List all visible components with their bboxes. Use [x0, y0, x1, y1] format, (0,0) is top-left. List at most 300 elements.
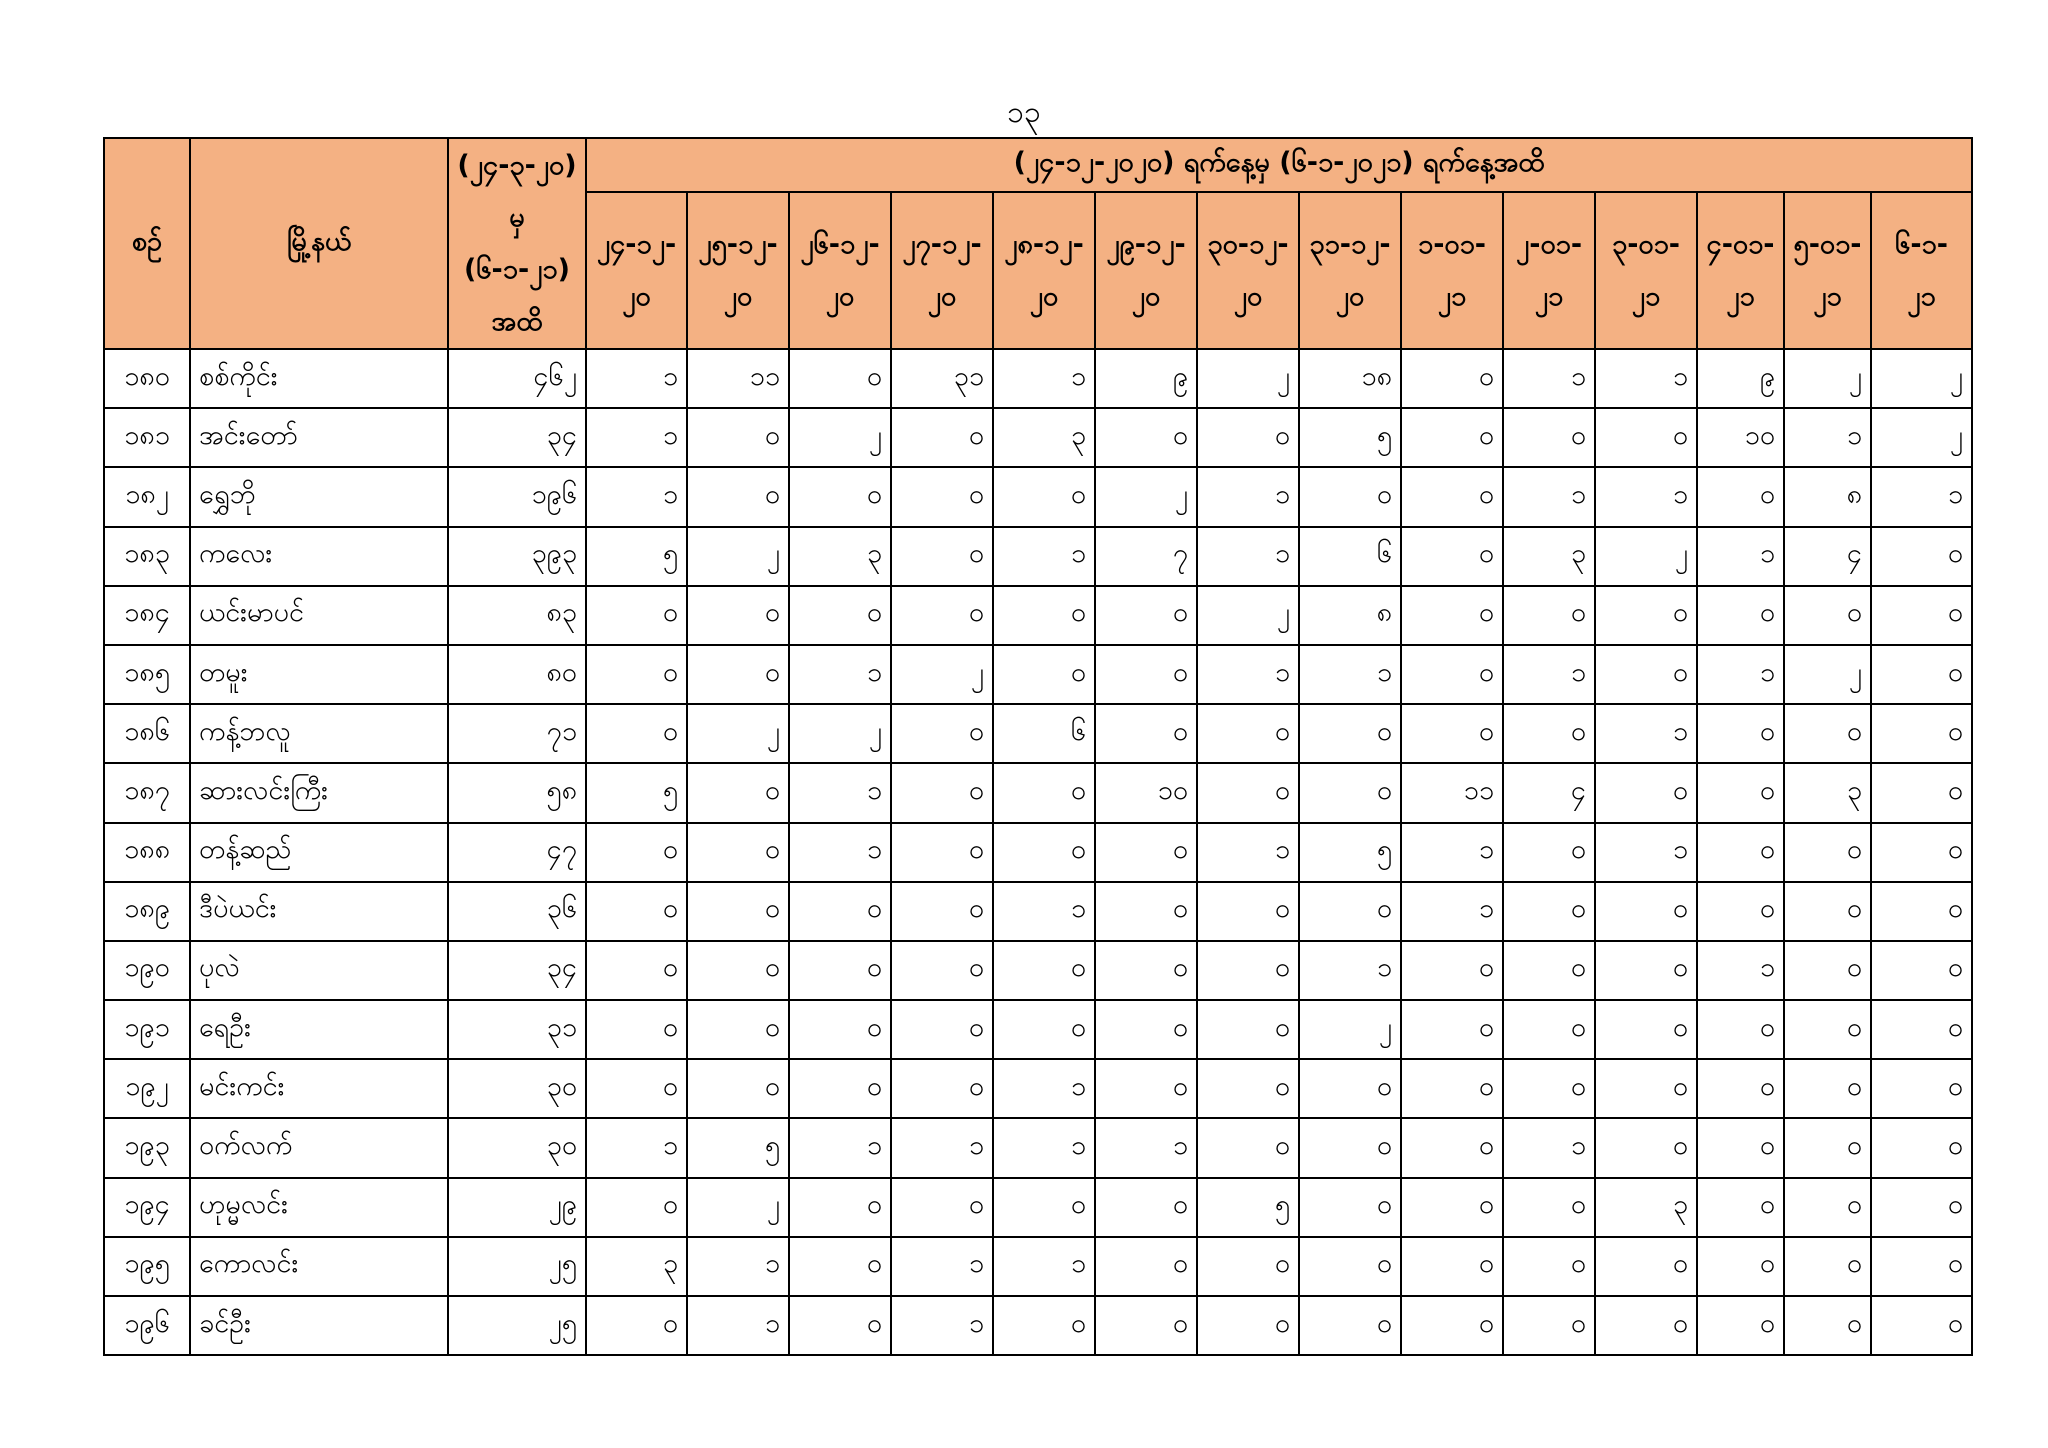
daily-count-cell: ၀	[586, 1296, 687, 1355]
daily-count-cell: ၀	[1697, 882, 1784, 941]
range-header	[448, 138, 586, 349]
daily-count-cell: ၁	[1401, 823, 1503, 882]
date-header	[1503, 192, 1595, 349]
daily-count-cell: ၀	[1503, 1178, 1595, 1237]
daily-count-cell: ၀	[1784, 1237, 1871, 1296]
daily-count-cell: ၁	[1197, 823, 1299, 882]
daily-count-cell: ၄	[1503, 763, 1595, 822]
daily-count-cell: ၀	[1697, 1237, 1784, 1296]
daily-count-cell: ၁	[1595, 823, 1697, 882]
date-header-line: ၂၁	[1437, 280, 1467, 312]
period-header: (၂၄-၁၂-၂၀၂၀) ရက်နေ့မှ (၆-၁-၂၀၂၁) ရက်နေ့အထိ	[586, 138, 1972, 192]
daily-count-cell: ၀	[1871, 882, 1972, 941]
date-header-line: ၂၁	[1813, 280, 1842, 312]
date-header	[1871, 192, 1972, 349]
daily-count-cell: ၀	[1784, 1000, 1871, 1059]
daily-count-cell: ၀	[1401, 1118, 1503, 1177]
daily-count-cell: ၀	[1784, 704, 1871, 763]
daily-count-cell: ၀	[1299, 467, 1401, 526]
table-row	[104, 1118, 1972, 1177]
daily-count-cell: ၃	[789, 527, 891, 586]
daily-count-cell: ၀	[1401, 704, 1503, 763]
daily-count-cell: ၀	[1503, 941, 1595, 1000]
daily-count-cell: ၀	[891, 467, 993, 526]
daily-count-cell: ၁	[586, 349, 687, 408]
header-row-top	[104, 138, 1972, 192]
daily-count-cell: ၀	[687, 1059, 789, 1118]
daily-count-cell: ၀	[891, 408, 993, 467]
daily-count-cell: ၁	[993, 349, 1095, 408]
daily-count-cell: ၁	[1595, 349, 1697, 408]
date-header	[586, 192, 687, 349]
daily-count-cell: ၀	[687, 408, 789, 467]
daily-count-cell: ၀	[1197, 408, 1299, 467]
daily-count-cell: ၁	[1697, 941, 1784, 1000]
daily-count-cell: ၁	[586, 408, 687, 467]
table-row	[104, 823, 1972, 882]
daily-count-cell: ၂	[789, 408, 891, 467]
daily-count-cell: ၀	[1401, 1059, 1503, 1118]
total-cell: ၂၉	[448, 1178, 586, 1237]
daily-count-cell: ၀	[1871, 1178, 1972, 1237]
daily-count-cell: ၀	[1784, 823, 1871, 882]
daily-count-cell: ၀	[1595, 882, 1697, 941]
range-line: အထိ	[491, 305, 543, 337]
daily-count-cell: ၂	[1197, 349, 1299, 408]
daily-count-cell: ၀	[1697, 704, 1784, 763]
daily-count-cell: ၀	[1401, 586, 1503, 645]
daily-count-cell: ၁	[789, 645, 891, 704]
daily-count-cell: ၁	[993, 1118, 1095, 1177]
daily-count-cell: ၀	[1299, 1118, 1401, 1177]
daily-count-cell: ၃၁	[891, 349, 993, 408]
daily-count-cell: ၁	[993, 1237, 1095, 1296]
daily-count-cell: ၀	[586, 704, 687, 763]
daily-count-cell: ၀	[1595, 1000, 1697, 1059]
daily-count-cell: ၀	[1095, 704, 1197, 763]
daily-count-cell: ၁	[891, 1296, 993, 1355]
daily-count-cell: ၁	[687, 1237, 789, 1296]
daily-count-cell: ၀	[789, 941, 891, 1000]
daily-count-cell: ၁	[789, 1118, 891, 1177]
table-row	[104, 763, 1972, 822]
daily-count-cell: ၀	[586, 1059, 687, 1118]
serial-cell: ၁၉၁	[104, 1000, 190, 1059]
township-cell: မင်းကင်း	[190, 1059, 448, 1118]
daily-count-cell: ၁	[586, 467, 687, 526]
daily-count-cell: ၀	[1299, 1237, 1401, 1296]
serial-cell: ၁၉၄	[104, 1178, 190, 1237]
daily-count-cell: ၀	[789, 1059, 891, 1118]
daily-count-cell: ၅	[586, 763, 687, 822]
total-cell: ၄၇	[448, 823, 586, 882]
daily-count-cell: ၀	[1401, 941, 1503, 1000]
date-header	[1697, 192, 1784, 349]
daily-count-cell: ၀	[687, 1000, 789, 1059]
table-row	[104, 882, 1972, 941]
daily-count-cell: ၀	[1503, 1000, 1595, 1059]
daily-count-cell: ၂	[1595, 527, 1697, 586]
serial-cell: ၁၉၂	[104, 1059, 190, 1118]
daily-count-cell: ၂	[1784, 349, 1871, 408]
daily-count-cell: ၀	[1197, 1059, 1299, 1118]
daily-count-cell: ၁	[586, 1118, 687, 1177]
daily-count-cell: ၀	[789, 1296, 891, 1355]
daily-count-cell: ၀	[1401, 1296, 1503, 1355]
serial-cell: ၁၈၄	[104, 586, 190, 645]
table-row	[104, 1059, 1972, 1118]
township-cell: ခင်ဦး	[190, 1296, 448, 1355]
daily-count-cell: ၀	[1401, 1000, 1503, 1059]
township-cell: ကလေး	[190, 527, 448, 586]
daily-count-cell: ၁	[1197, 527, 1299, 586]
daily-count-cell: ၀	[1871, 763, 1972, 822]
daily-count-cell: ၀	[1095, 408, 1197, 467]
daily-count-cell: ၁၁	[1401, 763, 1503, 822]
township-cell: ရွှေဘို	[190, 467, 448, 526]
daily-count-cell: ၄	[1784, 527, 1871, 586]
daily-count-cell: ၀	[993, 586, 1095, 645]
daily-count-cell: ၁	[1197, 467, 1299, 526]
township-cell: တန့်ဆည်	[190, 823, 448, 882]
daily-count-cell: ၁	[1697, 527, 1784, 586]
daily-count-cell: ၀	[993, 941, 1095, 1000]
daily-count-cell: ၀	[1595, 1296, 1697, 1355]
daily-count-cell: ၁	[1503, 467, 1595, 526]
daily-count-cell: ၀	[891, 704, 993, 763]
daily-count-cell: ၁	[1595, 467, 1697, 526]
daily-count-cell: ၂	[687, 1178, 789, 1237]
township-cell: တမူး	[190, 645, 448, 704]
daily-count-cell: ၀	[1401, 527, 1503, 586]
daily-count-cell: ၀	[1697, 763, 1784, 822]
daily-count-cell: ၀	[789, 349, 891, 408]
daily-count-cell: ၀	[1784, 1178, 1871, 1237]
serial-header: စဉ်	[104, 138, 190, 349]
daily-count-cell: ၀	[1697, 823, 1784, 882]
date-header-line: ၂၀	[1131, 280, 1161, 312]
total-cell: ၃၄	[448, 941, 586, 1000]
date-header-line: ၂၁	[1534, 280, 1564, 312]
daily-count-cell: ၁	[1401, 882, 1503, 941]
daily-count-cell: ၀	[891, 763, 993, 822]
daily-count-cell: ၀	[1401, 1178, 1503, 1237]
daily-count-cell: ၀	[1197, 704, 1299, 763]
daily-count-cell: ၀	[1871, 527, 1972, 586]
serial-cell: ၁၈၃	[104, 527, 190, 586]
daily-count-cell: ၂	[891, 645, 993, 704]
daily-count-cell: ၂	[1871, 408, 1972, 467]
daily-count-cell: ၀	[687, 882, 789, 941]
daily-count-cell: ၀	[1401, 645, 1503, 704]
daily-count-cell: ၀	[687, 586, 789, 645]
serial-cell: ၁၉၅	[104, 1237, 190, 1296]
daily-count-cell: ၀	[891, 1059, 993, 1118]
daily-count-cell: ၀	[1299, 1296, 1401, 1355]
daily-count-cell: ၀	[1503, 1237, 1595, 1296]
daily-count-cell: ၀	[1401, 408, 1503, 467]
date-header-line: ၂၁	[1726, 280, 1755, 312]
daily-count-cell: ၀	[1784, 586, 1871, 645]
date-header-line: ၂၀	[1029, 280, 1059, 312]
daily-count-cell: ၀	[586, 941, 687, 1000]
date-header-line: ၂၀	[1233, 280, 1263, 312]
daily-count-cell: ၀	[1095, 823, 1197, 882]
daily-count-cell: ၀	[1871, 586, 1972, 645]
daily-count-cell: ၂	[1197, 586, 1299, 645]
daily-count-cell: ၂	[687, 704, 789, 763]
table-row	[104, 1296, 1972, 1355]
daily-count-cell: ၉	[1095, 349, 1197, 408]
daily-count-cell: ၀	[586, 882, 687, 941]
daily-count-cell: ၀	[1697, 1118, 1784, 1177]
daily-count-cell: ၀	[1871, 1118, 1972, 1177]
date-header-line: ၂-၀၁-	[1515, 228, 1583, 260]
daily-count-cell: ၁၀	[1095, 763, 1197, 822]
daily-count-cell: ၀	[789, 467, 891, 526]
daily-count-cell: ၂	[1299, 1000, 1401, 1059]
daily-count-cell: ၀	[789, 586, 891, 645]
date-header-line: ၂၀	[622, 280, 651, 312]
daily-count-cell: ၀	[993, 823, 1095, 882]
date-header-line: ၂၁	[1631, 280, 1661, 312]
daily-count-cell: ၁	[1503, 1118, 1595, 1177]
daily-count-cell: ၀	[1595, 1059, 1697, 1118]
daily-count-cell: ၁	[1871, 467, 1972, 526]
daily-count-cell: ၀	[1784, 1118, 1871, 1177]
total-cell: ၄၆၂	[448, 349, 586, 408]
daily-count-cell: ၀	[687, 645, 789, 704]
total-cell: ၃၁	[448, 1000, 586, 1059]
date-header	[1595, 192, 1697, 349]
date-header-line: ၅-၀၁-	[1793, 228, 1862, 260]
daily-count-cell: ၀	[993, 645, 1095, 704]
daily-count-cell: ၀	[1595, 941, 1697, 1000]
daily-count-cell: ၀	[891, 586, 993, 645]
total-cell: ၁၉၆	[448, 467, 586, 526]
daily-count-cell: ၀	[1095, 1059, 1197, 1118]
daily-count-cell: ၂	[1095, 467, 1197, 526]
daily-count-cell: ၁	[789, 763, 891, 822]
township-cell: ယင်းမာပင်	[190, 586, 448, 645]
township-cell: အင်းတော်	[190, 408, 448, 467]
table-body	[104, 349, 1972, 1355]
township-cell: ဝက်လက်	[190, 1118, 448, 1177]
serial-cell: ၁၉၀	[104, 941, 190, 1000]
date-header-line: ၂၇-၁၂-	[902, 228, 982, 260]
daily-count-cell: ၀	[586, 1000, 687, 1059]
township-cell: ရေဦး	[190, 1000, 448, 1059]
date-header-line: ၁-၀၁-	[1418, 228, 1486, 260]
daily-count-cell: ၀	[1697, 1178, 1784, 1237]
daily-count-cell: ၀	[1784, 882, 1871, 941]
daily-count-cell: ၀	[993, 1178, 1095, 1237]
table-row	[104, 349, 1972, 408]
daily-count-cell: ၁	[1299, 941, 1401, 1000]
daily-count-cell: ၅	[1197, 1178, 1299, 1237]
date-header-line: ၂၀	[1335, 280, 1365, 312]
township-header: မြို့နယ်	[190, 138, 448, 349]
daily-count-cell: ၂	[1784, 645, 1871, 704]
daily-count-cell: ၅	[1299, 408, 1401, 467]
daily-count-cell: ၀	[1697, 1059, 1784, 1118]
daily-count-cell: ၀	[1401, 1237, 1503, 1296]
serial-cell: ၁၈၂	[104, 467, 190, 526]
daily-count-cell: ၀	[1595, 645, 1697, 704]
daily-count-cell: ၀	[891, 1178, 993, 1237]
daily-count-cell: ၀	[1871, 704, 1972, 763]
table-row	[104, 408, 1972, 467]
serial-cell: ၁၈၅	[104, 645, 190, 704]
daily-count-cell: ၀	[1401, 349, 1503, 408]
daily-count-cell: ၀	[1784, 1296, 1871, 1355]
date-header-line: ၂၁	[1907, 280, 1936, 312]
daily-count-cell: ၀	[1697, 1296, 1784, 1355]
daily-count-cell: ၉	[1697, 349, 1784, 408]
daily-count-cell: ၁	[1697, 645, 1784, 704]
daily-count-cell: ၁	[687, 1296, 789, 1355]
township-cell: ဆားလင်းကြီး	[190, 763, 448, 822]
total-cell: ၃၀	[448, 1118, 586, 1177]
total-cell: ၃၄	[448, 408, 586, 467]
township-cell: ကန့်ဘလူ	[190, 704, 448, 763]
daily-count-cell: ၀	[1503, 586, 1595, 645]
township-cell: ကောလင်း	[190, 1237, 448, 1296]
daily-count-cell: ၀	[1503, 704, 1595, 763]
date-header	[993, 192, 1095, 349]
total-cell: ၇၁	[448, 704, 586, 763]
daily-count-cell: ၀	[1095, 941, 1197, 1000]
daily-count-cell: ၁	[891, 1118, 993, 1177]
daily-count-cell: ၀	[1197, 882, 1299, 941]
date-header-line: ၂၈-၁၂-	[1004, 228, 1084, 260]
daily-count-cell: ၁	[1503, 645, 1595, 704]
daily-count-cell: ၀	[993, 763, 1095, 822]
serial-cell: ၁၈၀	[104, 349, 190, 408]
date-header-line: ၂၀	[927, 280, 957, 312]
serial-cell: ၁၉၆	[104, 1296, 190, 1355]
daily-count-cell: ၀	[1784, 941, 1871, 1000]
table-row	[104, 704, 1972, 763]
daily-count-cell: ၃	[586, 1237, 687, 1296]
daily-count-cell: ၃	[1595, 1178, 1697, 1237]
daily-count-cell: ၀	[1503, 408, 1595, 467]
daily-count-cell: ၅	[1299, 823, 1401, 882]
daily-count-cell: ၀	[1401, 467, 1503, 526]
date-header-line: ၂၀	[825, 280, 855, 312]
daily-count-cell: ၀	[1095, 1000, 1197, 1059]
table-row	[104, 1178, 1972, 1237]
daily-count-cell: ၀	[1095, 1237, 1197, 1296]
township-cases-table	[103, 137, 1973, 1356]
daily-count-cell: ၁	[993, 1059, 1095, 1118]
daily-count-cell: ၀	[993, 467, 1095, 526]
daily-count-cell: ၀	[1503, 882, 1595, 941]
daily-count-cell: ၁၀	[1697, 408, 1784, 467]
township-cell: စစ်ကိုင်း	[190, 349, 448, 408]
daily-count-cell: ၀	[1503, 1059, 1595, 1118]
daily-count-cell: ၀	[687, 941, 789, 1000]
date-header	[789, 192, 891, 349]
serial-cell: ၁၈၆	[104, 704, 190, 763]
daily-count-cell: ၀	[993, 1000, 1095, 1059]
daily-count-cell: ၀	[586, 645, 687, 704]
daily-count-cell: ၀	[1595, 1118, 1697, 1177]
daily-count-cell: ၀	[1095, 1296, 1197, 1355]
daily-count-cell: ၀	[586, 1178, 687, 1237]
date-header	[687, 192, 789, 349]
daily-count-cell: ၁	[1784, 408, 1871, 467]
table-row	[104, 941, 1972, 1000]
total-cell: ၅၈	[448, 763, 586, 822]
daily-count-cell: ၀	[1595, 586, 1697, 645]
daily-count-cell: ၀	[687, 823, 789, 882]
daily-count-cell: ၀	[891, 527, 993, 586]
daily-count-cell: ၀	[1095, 882, 1197, 941]
total-cell: ၃၆	[448, 882, 586, 941]
total-cell: ၂၅	[448, 1296, 586, 1355]
date-header	[1784, 192, 1871, 349]
date-header-line: ၂၄-၁၂-	[596, 228, 677, 260]
daily-count-cell: ၀	[1871, 1237, 1972, 1296]
date-header-line: ၆-၁-	[1895, 228, 1948, 260]
daily-count-cell: ၀	[1299, 882, 1401, 941]
table-row	[104, 527, 1972, 586]
daily-count-cell: ၀	[891, 1000, 993, 1059]
daily-count-cell: ၀	[1095, 645, 1197, 704]
date-header	[891, 192, 993, 349]
daily-count-cell: ၀	[1784, 1059, 1871, 1118]
table-row	[104, 467, 1972, 526]
daily-count-cell: ၀	[1595, 1237, 1697, 1296]
daily-count-cell: ၀	[1871, 1059, 1972, 1118]
daily-count-cell: ၀	[1871, 1296, 1972, 1355]
daily-count-cell: ၀	[891, 941, 993, 1000]
table-row	[104, 586, 1972, 645]
date-header	[1095, 192, 1197, 349]
daily-count-cell: ၀	[1299, 1178, 1401, 1237]
daily-count-cell: ၀	[1503, 823, 1595, 882]
daily-count-cell: ၀	[1197, 763, 1299, 822]
daily-count-cell: ၀	[1197, 1296, 1299, 1355]
date-header-line: ၃၀-၁၂-	[1207, 228, 1289, 260]
daily-count-cell: ၀	[1595, 763, 1697, 822]
serial-cell: ၁၈၉	[104, 882, 190, 941]
daily-count-cell: ၂	[789, 704, 891, 763]
daily-count-cell: ၀	[1871, 645, 1972, 704]
daily-count-cell: ၀	[891, 882, 993, 941]
daily-count-cell: ၀	[1299, 704, 1401, 763]
daily-count-cell: ၀	[687, 467, 789, 526]
daily-count-cell: ၁	[789, 823, 891, 882]
daily-count-cell: ၆	[993, 704, 1095, 763]
serial-cell: ၁၈၁	[104, 408, 190, 467]
daily-count-cell: ၀	[1697, 467, 1784, 526]
date-header-line: ၂၅-၁၂-	[698, 228, 778, 260]
daily-count-cell: ၁	[993, 882, 1095, 941]
daily-count-cell: ၀	[1871, 823, 1972, 882]
daily-count-cell: ၁	[993, 527, 1095, 586]
date-header	[1197, 192, 1299, 349]
daily-count-cell: ၀	[891, 823, 993, 882]
total-cell: ၈၃	[448, 586, 586, 645]
daily-count-cell: ၀	[1299, 1059, 1401, 1118]
daily-count-cell: ၅	[687, 1118, 789, 1177]
total-cell: ၃၀	[448, 1059, 586, 1118]
daily-count-cell: ၀	[1871, 941, 1972, 1000]
daily-count-cell: ၀	[1299, 763, 1401, 822]
township-cell: ပုလဲ	[190, 941, 448, 1000]
